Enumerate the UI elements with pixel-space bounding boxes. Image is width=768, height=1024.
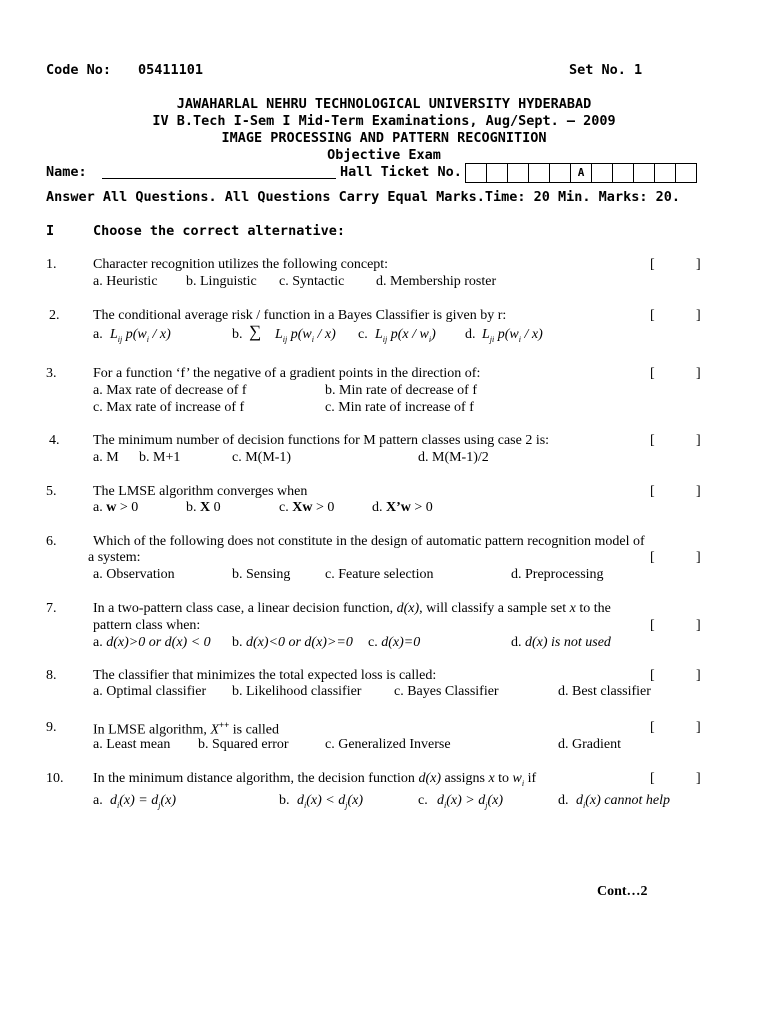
option-d-formula: $L_{ji}$ $p(w_i / x)$ xyxy=(482,327,543,344)
option-a: a. d(x)>0 or d(x) < 0 xyxy=(93,635,211,650)
answer-bracket-open: [ xyxy=(650,550,655,565)
option-a: a. M xyxy=(93,450,119,465)
option-d: d. Preprocessing xyxy=(511,567,604,582)
question-text: The classifier that minimizes the total expected loss is called: xyxy=(93,668,437,683)
answer-bracket-close: ] xyxy=(696,366,701,381)
question-text: In a two-pattern class case, a linear decision function, d(x), will classify a sample set x to the xyxy=(93,601,611,616)
option-a-formula: $d_i(x) = d_j(x)$ xyxy=(110,793,177,810)
question-text-line2: a system: xyxy=(88,550,141,565)
answer-bracket-open: [ xyxy=(650,720,655,735)
question-text: In the minimum distance algorithm, the decision function d(x) assigns x to $w_i$ if xyxy=(93,771,537,788)
ticket-box[interactable] xyxy=(654,163,676,183)
section-number: I xyxy=(46,223,55,239)
answer-bracket-open: [ xyxy=(650,771,655,786)
answer-bracket-close: ] xyxy=(696,308,701,323)
option-a: a. Least mean xyxy=(93,737,171,752)
option-d: d. xyxy=(465,327,476,342)
option-d-formula: $d_i(x)$ cannot help xyxy=(576,793,670,810)
question-text: The LMSE algorithm converges when xyxy=(93,484,308,499)
question-number: 4. xyxy=(49,433,60,448)
answer-bracket-open: [ xyxy=(650,366,655,381)
ticket-box[interactable] xyxy=(675,163,697,183)
ticket-box[interactable] xyxy=(465,163,487,183)
option-a-formula: $L_{ij}$ $p(w_i / x)$ xyxy=(110,327,171,344)
university-name: JAWAHARLAL NEHRU TECHNOLOGICAL UNIVERSITY HYDERABAD xyxy=(176,96,592,112)
question-text: For a function ‘f’ the negative of a gradient points in the direction of: xyxy=(93,366,481,381)
ticket-box[interactable] xyxy=(507,163,529,183)
name-label: Name: xyxy=(46,164,87,180)
option-b: b. X 0 xyxy=(186,500,221,515)
ticket-box[interactable] xyxy=(486,163,508,183)
answer-bracket-open: [ xyxy=(650,433,655,448)
exam-title: IV B.Tech I-Sem I Mid-Term Examinations, Aug/Sept. – 2009 xyxy=(152,113,616,129)
question-number: 5. xyxy=(46,484,57,499)
question-number: 6. xyxy=(46,534,57,549)
ticket-box[interactable] xyxy=(612,163,634,183)
option-c: c. Max rate of increase of f xyxy=(93,400,245,415)
option-c: c. xyxy=(418,793,428,808)
answer-bracket-open: [ xyxy=(650,308,655,323)
question-number: 1. xyxy=(46,257,57,272)
question-number: 10. xyxy=(46,771,64,786)
ticket-box[interactable] xyxy=(591,163,613,183)
option-c: c. Xw > 0 xyxy=(279,500,335,515)
option-b: b. Sensing xyxy=(232,567,291,582)
answer-bracket-open: [ xyxy=(650,618,655,633)
question-text: Which of the following does not constitute in the design of automatic pattern recognition model of xyxy=(93,534,645,549)
option-b: b. M+1 xyxy=(139,450,181,465)
option-b-formula: $L_{ij}$ $p(w_i / x)$ xyxy=(275,327,336,344)
option-d: c. Min rate of increase of f xyxy=(325,400,474,415)
hall-ticket-label: Hall Ticket No. xyxy=(340,164,462,180)
answer-bracket-close: ] xyxy=(696,433,701,448)
option-a: a. xyxy=(93,327,103,342)
option-c: c. xyxy=(358,327,368,342)
question-text-line2: pattern class when: xyxy=(93,618,201,633)
option-c: c. Feature selection xyxy=(325,567,434,582)
question-text: In LMSE algorithm, X++ is called xyxy=(93,720,280,738)
option-b: b. Min rate of decrease of f xyxy=(325,383,477,398)
option-d: d. Best classifier xyxy=(558,684,651,699)
question-number: 3. xyxy=(46,366,57,381)
option-b: b. xyxy=(279,793,290,808)
option-c-formula: $L_{ij}$ $p(x / w_i)$ xyxy=(375,327,436,344)
option-a: a. Optimal classifier xyxy=(93,684,207,699)
set-number: Set No. 1 xyxy=(569,62,643,78)
sum-symbol: ∑ xyxy=(249,322,262,341)
answer-bracket-close: ] xyxy=(696,668,701,683)
answer-bracket-close: ] xyxy=(696,257,701,272)
answer-bracket-open: [ xyxy=(650,257,655,272)
option-b: b. Likelihood classifier xyxy=(232,684,362,699)
exam-type: Objective Exam xyxy=(327,147,441,163)
answer-bracket-close: ] xyxy=(696,720,701,735)
option-b: b. Linguistic xyxy=(186,274,257,289)
question-number: 9. xyxy=(46,720,57,735)
option-a: a. Heuristic xyxy=(93,274,158,289)
question-text: The minimum number of decision functions for M pattern classes using case 2 is: xyxy=(93,433,550,448)
question-text: The conditional average risk / function in a Bayes Classifier is given by r: xyxy=(93,308,507,323)
option-b-formula: $d_i(x) < d_j(x)$ xyxy=(297,793,364,810)
question-number: 7. xyxy=(46,601,57,616)
option-a: a. Max rate of decrease of f xyxy=(93,383,247,398)
answer-bracket-open: [ xyxy=(650,668,655,683)
option-d: d. d(x) is not used xyxy=(511,635,611,650)
option-d: d. X’w > 0 xyxy=(372,500,433,515)
option-d: d. Membership roster xyxy=(376,274,497,289)
question-number: 2. xyxy=(49,308,60,323)
answer-bracket-close: ] xyxy=(696,618,701,633)
option-d: d. M(M-1)/2 xyxy=(418,450,489,465)
answer-bracket-close: ] xyxy=(696,771,701,786)
option-c: c. Generalized Inverse xyxy=(325,737,451,752)
option-a: a. Observation xyxy=(93,567,175,582)
option-d: d. Gradient xyxy=(558,737,621,752)
answer-bracket-close: ] xyxy=(696,484,701,499)
option-b: b. xyxy=(232,327,243,342)
option-a: a. w > 0 xyxy=(93,500,139,515)
code-number: 05411101 xyxy=(138,62,204,78)
ticket-box[interactable] xyxy=(633,163,655,183)
option-c: c. Bayes Classifier xyxy=(394,684,499,699)
question-text: Character recognition utilizes the following concept: xyxy=(93,257,389,272)
subject-title: IMAGE PROCESSING AND PATTERN RECOGNITION xyxy=(221,130,547,146)
option-b: b. Squared error xyxy=(198,737,289,752)
ticket-marker: A xyxy=(577,166,585,179)
option-c: c. d(x)=0 xyxy=(368,635,421,650)
ticket-box[interactable] xyxy=(528,163,550,183)
option-d: d. xyxy=(558,793,569,808)
continuation-note: Cont…2 xyxy=(597,884,648,899)
answer-bracket-open: [ xyxy=(650,484,655,499)
code-label: Code No: xyxy=(46,62,112,78)
option-c: c. M(M-1) xyxy=(232,450,292,465)
option-c: c. Syntactic xyxy=(279,274,345,289)
option-a: a. xyxy=(93,793,103,808)
option-c-formula: $d_i(x) > d_j(x)$ xyxy=(437,793,504,810)
question-number: 8. xyxy=(46,668,57,683)
option-b: b. d(x)<0 or d(x)>=0 xyxy=(232,635,353,650)
ticket-box[interactable] xyxy=(549,163,571,183)
name-field[interactable] xyxy=(102,162,336,179)
section-title: Choose the correct alternative: xyxy=(93,223,345,239)
instructions: Answer All Questions. All Questions Carry Equal Marks.Time: 20 Min. Marks: 20. xyxy=(46,189,680,205)
answer-bracket-close: ] xyxy=(696,550,701,565)
